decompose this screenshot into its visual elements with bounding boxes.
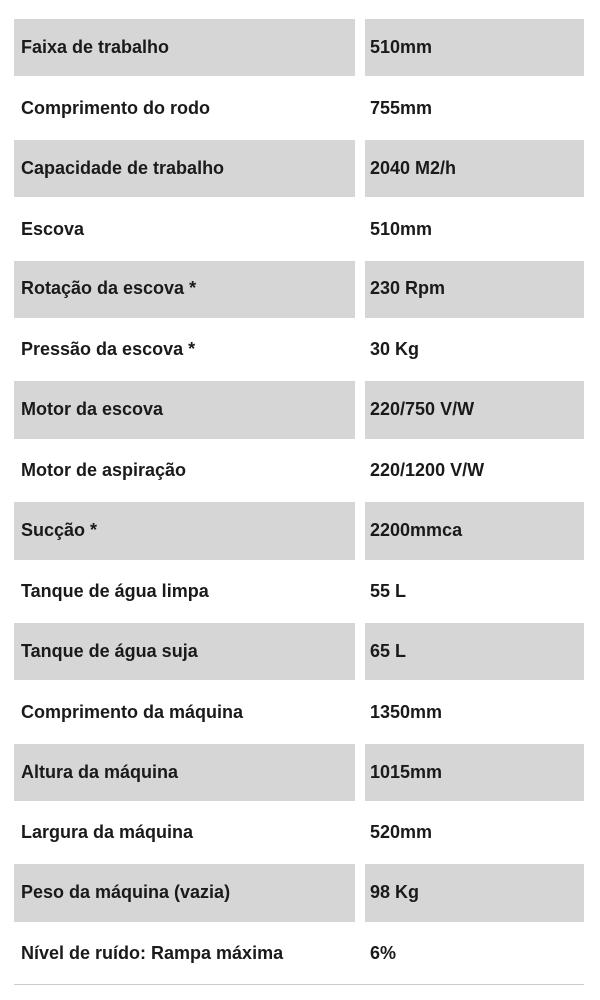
spec-label: Peso da máquina (vazia) <box>14 863 355 923</box>
table-row <box>14 863 584 923</box>
spec-value: 1015mm <box>365 743 584 803</box>
spec-label: Altura da máquina <box>14 743 355 803</box>
table-row <box>14 380 584 440</box>
spec-value: 220/750 V/W <box>365 380 584 440</box>
spec-label: Motor da escova <box>14 380 355 440</box>
table-row <box>14 78 584 138</box>
spec-value: 65 L <box>365 622 584 682</box>
spec-label: Comprimento do rodo <box>21 97 210 118</box>
table-row <box>14 199 584 259</box>
spec-label: Faixa de trabalho <box>14 18 355 78</box>
table-bottom-divider <box>14 984 584 985</box>
spec-label: Sucção * <box>14 501 355 561</box>
spec-value: 98 Kg <box>365 863 584 923</box>
spec-value: 510mm <box>370 218 433 239</box>
spec-label: Motor de aspiração <box>21 460 187 481</box>
table-row <box>14 622 584 682</box>
spec-value: 755mm <box>370 97 433 118</box>
table-row <box>14 18 584 78</box>
spec-label: Tanque de água limpa <box>21 580 209 601</box>
table-row <box>14 682 584 742</box>
spec-value: 220/1200 V/W <box>370 460 485 481</box>
spec-value: 1350mm <box>370 701 443 722</box>
spec-value: 55 L <box>370 580 407 601</box>
spec-label: Capacidade de trabalho <box>14 139 355 199</box>
table-row <box>14 924 584 984</box>
table-row <box>14 562 584 622</box>
spec-value: 2200mmca <box>365 501 584 561</box>
table-row <box>14 441 584 501</box>
spec-label: Nível de ruído: Rampa máxima <box>21 943 284 964</box>
table-row <box>14 260 584 320</box>
spec-label: Rotação da escova * <box>14 260 355 320</box>
spec-value: 230 Rpm <box>365 260 584 320</box>
spec-value: 6% <box>370 943 397 964</box>
table-row <box>14 320 584 380</box>
spec-value: 30 Kg <box>370 339 420 360</box>
spec-value: 2040 M2/h <box>365 139 584 199</box>
spec-table <box>14 18 584 985</box>
table-row <box>14 743 584 803</box>
spec-label: Comprimento da máquina <box>21 701 244 722</box>
table-row <box>14 803 584 863</box>
spec-value: 520mm <box>370 822 433 843</box>
spec-label: Tanque de água suja <box>14 622 355 682</box>
table-row <box>14 501 584 561</box>
spec-value: 510mm <box>365 18 584 78</box>
spec-label: Escova <box>21 218 85 239</box>
spec-label: Largura da máquina <box>21 822 194 843</box>
spec-label: Pressão da escova * <box>21 339 196 360</box>
table-row <box>14 139 584 199</box>
